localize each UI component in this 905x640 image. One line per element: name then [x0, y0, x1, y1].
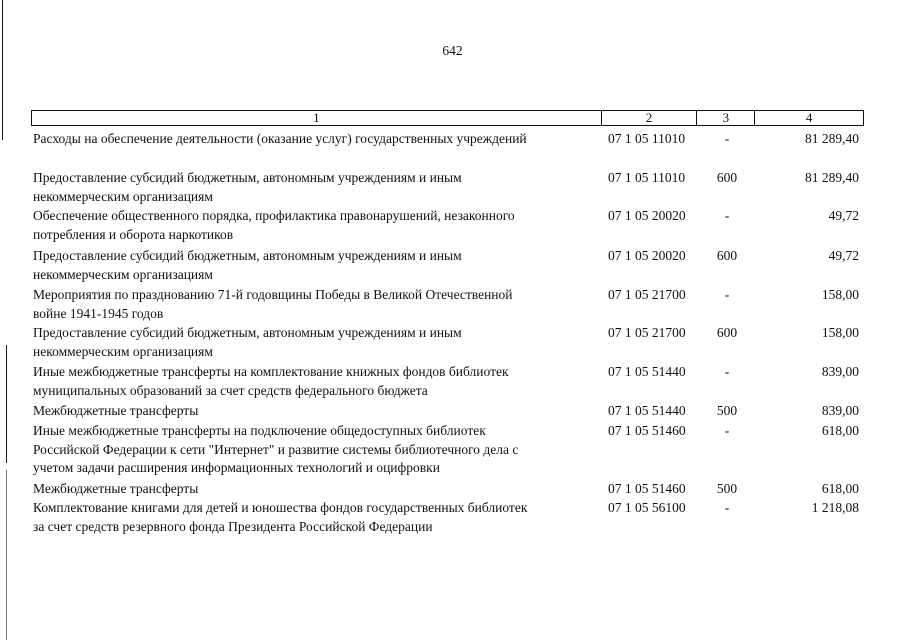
row-code: 07 1 05 11010 [608, 131, 686, 146]
table-header [31, 110, 864, 126]
row-code: 07 1 05 51440 [608, 364, 686, 379]
header-col-1: 1 [32, 111, 602, 125]
row-vr: - [724, 287, 730, 302]
row-amount: 839,00 [821, 364, 859, 379]
row-amount: 618,00 [821, 423, 859, 438]
row-amount: 49,72 [828, 208, 859, 223]
row-name: Обеспечение общественного порядка, профилактика правонарушений, незаконного потребления и оборота наркотиков [33, 208, 515, 242]
header-col-3: 3 [697, 111, 755, 125]
row-vr: 600 [716, 170, 738, 185]
row-name: Межбюджетные трансферты [33, 403, 199, 418]
row-code: 07 1 05 51460 [608, 423, 686, 438]
row-name: Предоставление субсидий бюджетным, автономным учреждениям и иным некоммерческим организациям [33, 248, 462, 282]
row-name: Мероприятия по празднованию 71-й годовщины Победы в Великой Отечественной войне 1941-1945 годов [33, 287, 513, 321]
row-amount: 158,00 [821, 287, 859, 302]
row-code: 07 1 05 11010 [608, 170, 686, 185]
row-code: 07 1 05 21700 [608, 325, 686, 340]
row-name: Предоставление субсидий бюджетным, автономным учреждениям и иным некоммерческим организациям [33, 325, 462, 359]
row-amount: 1 218,08 [811, 500, 859, 515]
row-code: 07 1 05 21700 [608, 287, 686, 302]
row-name: Иные межбюджетные трансферты на комплектование книжных фондов библиотек муниципальных образований за счет средств федерального бюджета [33, 364, 509, 398]
row-amount: 618,00 [821, 481, 859, 496]
row-name: Расходы на обеспечение деятельности (оказание услуг) государственных учреждений [33, 131, 527, 146]
row-vr: 500 [716, 481, 738, 496]
row-name: Иные межбюджетные трансферты на подключение общедоступных библиотек Российской Федерации к сети "Интернет" и развитие системы библиотечного дела с учетом задачи расширения информационных технологий и оцифровки [33, 423, 519, 475]
row-vr: - [724, 500, 730, 515]
row-amount: 81 289,40 [805, 131, 859, 146]
page-number: 642 [442, 43, 463, 58]
scan-edge-line [6, 345, 7, 463]
row-code: 07 1 05 51460 [608, 481, 686, 496]
row-name: Межбюджетные трансферты [33, 481, 199, 496]
row-vr: 500 [716, 403, 738, 418]
row-name: Предоставление субсидий бюджетным, автономным учреждениям и иным некоммерческим организациям [33, 170, 462, 204]
row-vr: - [724, 423, 730, 438]
row-name: Комплектование книгами для детей и юношества фондов государственных библиотек за счет средств резервного фонда Президента Российской Федерации [33, 500, 528, 534]
header-col-2: 2 [602, 111, 698, 125]
row-amount: 49,72 [828, 248, 859, 263]
row-vr: 600 [716, 325, 738, 340]
row-code: 07 1 05 20020 [608, 248, 686, 263]
row-amount: 839,00 [821, 403, 859, 418]
scan-edge-line [6, 470, 7, 640]
row-vr: - [724, 131, 730, 146]
row-vr: - [724, 208, 730, 223]
row-amount: 81 289,40 [805, 170, 859, 185]
row-vr: 600 [716, 248, 738, 263]
scan-edge-line [2, 0, 3, 140]
header-col-4: 4 [805, 110, 813, 125]
row-vr: - [724, 364, 730, 379]
row-amount: 158,00 [821, 325, 859, 340]
row-code: 07 1 05 56100 [608, 500, 686, 515]
row-code: 07 1 05 20020 [608, 208, 686, 223]
row-code: 07 1 05 51440 [608, 403, 686, 418]
